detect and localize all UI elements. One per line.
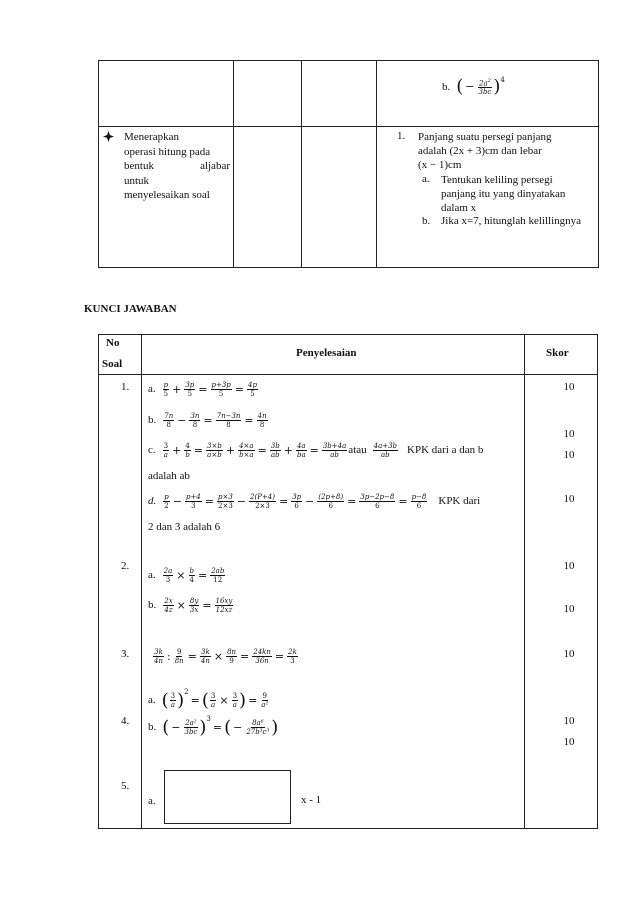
score-value: 10	[563, 560, 575, 572]
question-number: 1.	[397, 130, 406, 142]
solution-4b: b. ( − $\frac{\text{2a²}}{3bc}$ ) 3 = ( − $\frac{\text{8a⁶}}{\text{27b³c³}}$ )	[148, 715, 279, 738]
score-value: 10	[563, 715, 575, 727]
solution-3: $\frac{3k}{4n}$ : $\frac{9}{8n}$ = $\frac{3k}{4n}$ × $\frac{8n}{9}$ = $\frac{24kn}{36n}$ = $\frac{2k}{3}$	[154, 647, 297, 665]
top-item-b: b. ( − $\frac{2a^2}{3bc}$ ) 4	[442, 76, 505, 97]
header-no: No	[106, 337, 120, 349]
question-sub-a: Tentukan keliling persegi panjang itu yang dinyatakan dalam x	[441, 174, 566, 214]
question-sub-b: Jika x=7, hitunglah kelillingnya	[441, 215, 582, 227]
solution-5-label: a.	[148, 795, 156, 807]
solution-1c: c. $\frac{3}{a}$ + $\frac{4}{b}$ = $\frac{3\times b}{a\times b}$ + $\frac{4\times a}{b\times a}$ = $\frac{3b}{ab}$ + $\frac{4a}{ba}$ = $\frac{3b+4a}{ab}$ atau $\frac{4a+3b}{ab}$ KPK dari a dan b	[148, 441, 484, 459]
header-score: Skor	[546, 347, 569, 359]
rectangle-width-label: x - 1	[301, 794, 322, 806]
header-soal: Soal	[102, 358, 123, 370]
score-value: 10	[563, 603, 575, 615]
solution-2a: a. $\frac{2a}{3}$ × $\frac{b}{4}$ = $\frac{2ab}{12}$	[148, 566, 225, 584]
solution-1b: b. $\frac{7n}{8}$ − $\frac{3n}{8}$ = $\frac{7n-3n}{8}$ = $\frac{4n}{8}$	[148, 411, 267, 429]
solution-1a: a. $\frac{p}{5}$ + $\frac{3p}{5}$ = $\frac{p+3p}{5}$ = $\frac{4p}{5}$	[148, 380, 257, 398]
score-value: 10	[563, 736, 575, 748]
solution-1d-cont: 2 dan 3 adalah 6	[148, 521, 221, 533]
indicator-text: Menerapkan operasi hitung pada bentuk aljabar untuk menyelesaikan soal	[124, 131, 230, 201]
solution-2b: b. $\frac{2x}{4z}$ × $\frac{8y}{3x}$ = $\frac{16xy}{12xz}$	[148, 596, 233, 614]
question-text: Panjang suatu persegi panjang adalah (2x + 3)cm dan lebar (x − 1)cm	[418, 131, 552, 171]
score-value: 10	[563, 648, 575, 660]
score-value: 10	[563, 428, 575, 440]
rectangle-diagram	[164, 770, 291, 824]
score-value: 10	[563, 493, 575, 505]
bullet-icon	[103, 131, 114, 145]
answer-number: 4.	[121, 715, 130, 727]
solution-1c-cont: adalah ab	[148, 470, 190, 482]
score-value: 10	[563, 449, 575, 461]
solution-4a: a. ( $\frac{3}{a}$ ) 2 = ( $\frac{3}{a}$ × $\frac{3}{a}$ ) = $\frac{9}{\text{a²}}$	[148, 688, 269, 711]
answer-number: 5.	[121, 780, 130, 792]
score-value: 10	[563, 381, 575, 393]
solution-1d: d. $\frac{p}{2}$ − $\frac{p+4}{3}$ = $\frac{p\times 3}{2\times 3}$ − $\frac{2(P+4)}{2\times 3}$ = $\frac{3p}{6}$ − $\frac{(2p+8)}{6}$ = $\frac{3p-2p-8}{6}$ = $\frac{p-8}{6}$ KPK dari	[148, 492, 481, 510]
answer-number: 3.	[121, 648, 130, 660]
section-title: KUNCI JAWABAN	[84, 303, 177, 315]
answer-number: 1.	[121, 381, 130, 393]
header-solution: Penyelesaian	[296, 347, 357, 359]
answer-number: 2.	[121, 560, 130, 572]
